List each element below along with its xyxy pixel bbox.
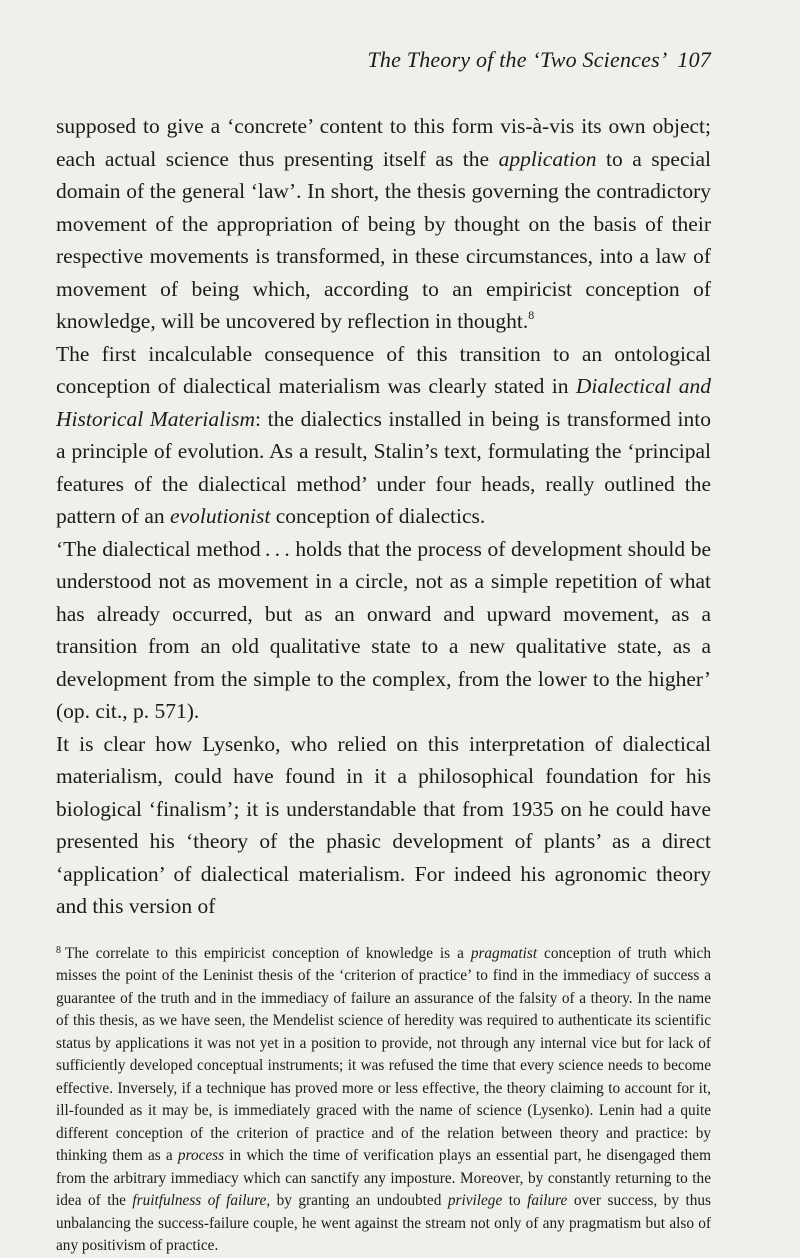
paragraph-4: It is clear how Lysenko, who relied on this interpretation of dialectical materialism, could have found in it a philosophical foundation for his biological ‘finalism’; it is understandable that from 1935 on he could have presented his ‘theory of the phasic development of plants’ as a direct ‘application’ of dialectical materialism. For indeed his agronomic theory and this version of	[56, 731, 711, 918]
body-text	[56, 110, 711, 923]
paragraph-2-text-a: The first incalculable consequence of this transition to an ontological conception of dialectical materialism was clearly stated in	[56, 341, 711, 398]
footnote-emphasis-privilege: privilege	[447, 1192, 503, 1209]
footnote-emphasis-failure: failure	[527, 1192, 568, 1209]
paragraph-2-emphasis: evolutionist	[170, 504, 271, 528]
running-head	[56, 46, 711, 74]
footnote-text-a: The correlate to this empiricist conception of knowledge is a	[65, 944, 471, 962]
footnote-text-e: to	[502, 1192, 528, 1209]
footnote-emphasis-pragmatist: pragmatist	[470, 944, 538, 962]
paragraph-1-text-b: to a special domain of the general ‘law’. In short, the thesis governing the contradictory movement of the appropriation of being by thought on the basis of their respective movements is transformed, in these circumstances, into a law of movement of being which, according to an empiricist conception of knowledge, will be uncovered by reflection in thought.	[56, 146, 711, 333]
book-page	[56, 46, 711, 1258]
paragraph-2-text-b: : the dialectics installed in being is transformed into a principle of evolution. As a result, Stalin’s text, formulating the ‘principal features of the dialectical method’ under four heads, really outlined the pattern of an	[56, 406, 711, 528]
paragraph-1-text-a: supposed to give a ‘concrete’ content to this form vis-à-vis its own object; each actual science thus presenting itself as the	[56, 114, 711, 171]
book-title-emphasis: Dialectical and Historical Materialism	[56, 374, 711, 431]
footnote-emphasis-fruitfulness: fruitfulness of failure	[132, 1192, 267, 1209]
paragraph-1	[56, 110, 711, 338]
footnote-8	[56, 943, 711, 1258]
running-head-title: The Theory of the ‘Two Sciences’	[367, 47, 668, 72]
footnote-emphasis-process: process	[177, 1147, 225, 1164]
paragraph-2	[56, 338, 711, 533]
page-number: 107	[677, 47, 711, 72]
paragraph-3-quotation: ‘The dialectical method . . . holds that the process of development should be understood not as movement in a circle, not as a simple repetition of what has already occurred, but as an onward and upward movement, as a transition from an old qualitative state to a new qualitative state, as a development from the simple to the complex, from the lower to the higher’ (op. cit., p. 571).	[56, 536, 711, 723]
footnote-text-c: in which the time of verification plays an essential part, he disengaged them from the arbitrary immediacy which can sanctify any imposture. Moreover, by constantly returning to the idea of the	[56, 1147, 711, 1209]
footnote-text-f: over success, by thus unbalancing the success-failure couple, he went against the stream not only of any pragmatism but also of any positivism of practice.	[56, 1192, 711, 1254]
footnote-marker: 8	[56, 944, 61, 956]
footnote-text-b: conception of truth which misses the point of the Leninist thesis of the ‘criterion of practice’ to find in the immediacy of success a guarantee of the truth and in the immediacy of failure an assurance of the falsity of a theory. In the name of this thesis, as we have seen, the Mendelist science of heredity was required to authenticate its scientific status by applications it was not yet in a position to provide, not through any internal vice but for lack of sufficiently developed conceptual instruments; it was refused the time that every science needs to become effective. Inversely, if a technique has proved more or less effective, the theory claiming to account for it, ill-founded as it may be, is immediately graced with the name of science (Lysenko). Lenin had a quite different conception of the criterion of practice and of the relation between theory and practice: by thinking them as a	[56, 944, 711, 1164]
paragraph-2-text-c: conception of dialectics.	[270, 504, 486, 528]
footnote-reference[interactable]: 8	[528, 308, 535, 322]
footnote-text-d: , by granting an undoubted	[266, 1192, 448, 1209]
paragraph-1-emphasis: application	[498, 146, 597, 171]
